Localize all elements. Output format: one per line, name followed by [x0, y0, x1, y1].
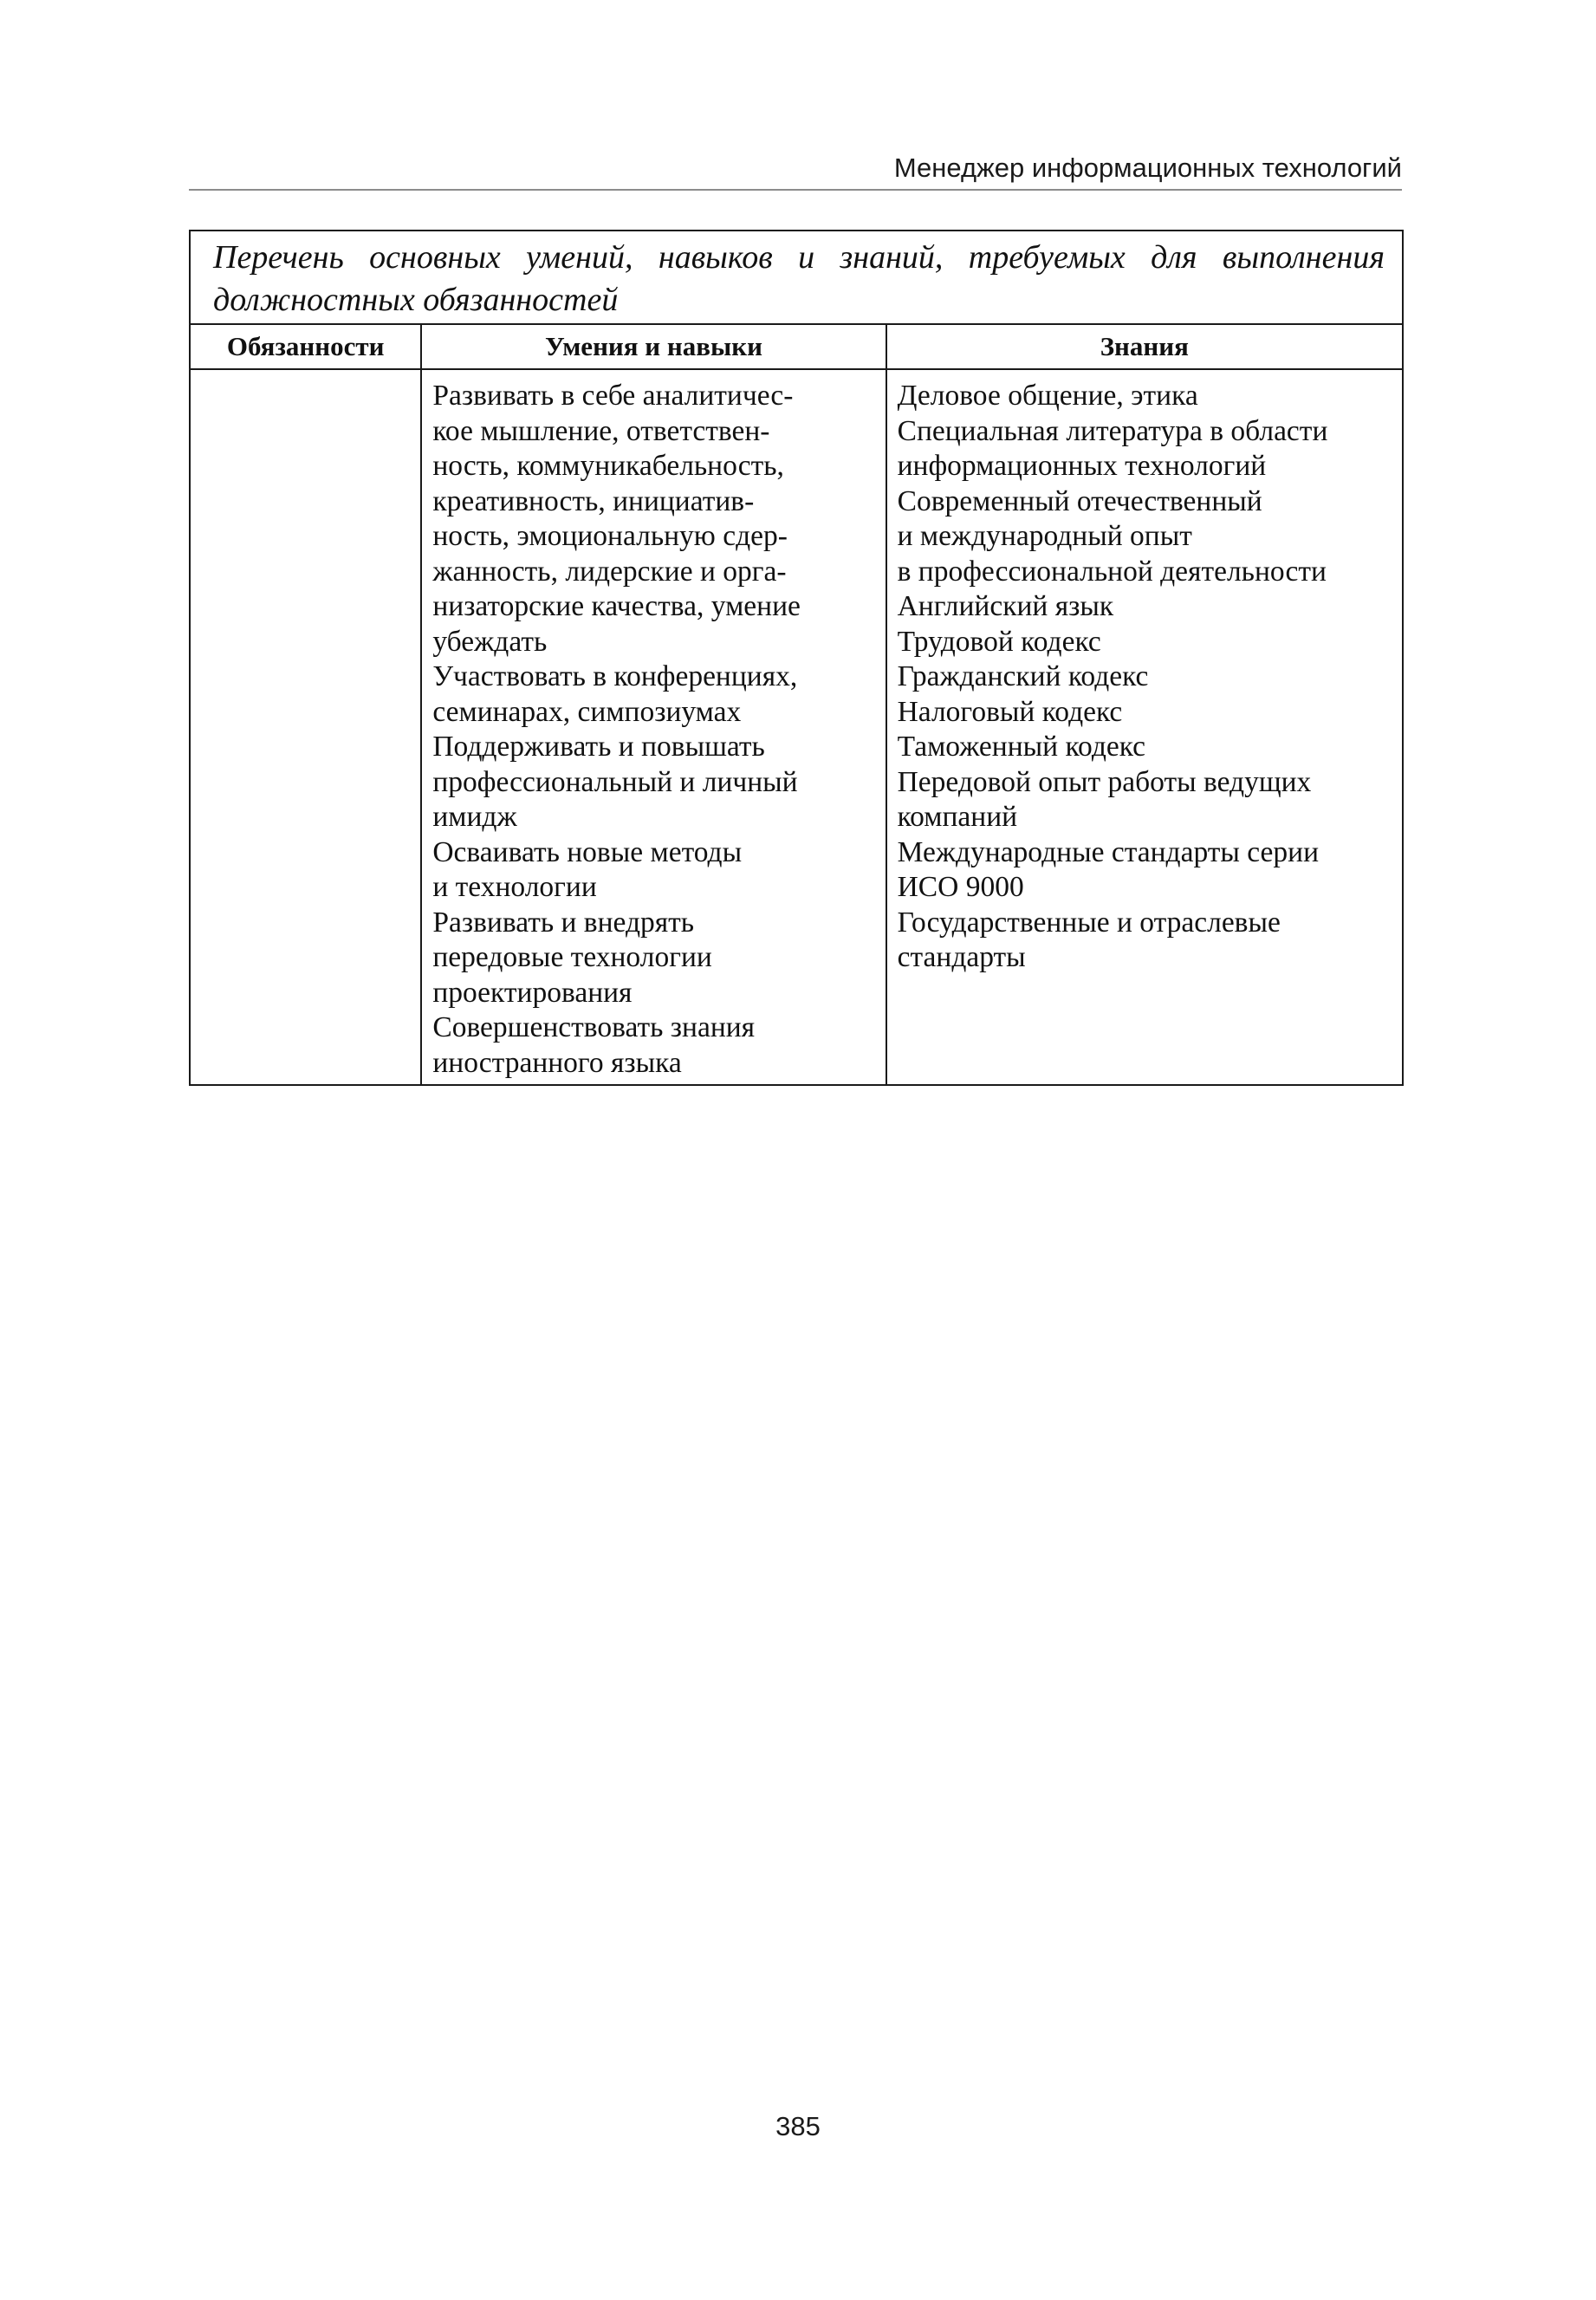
column-header-skills: Умения и навыки — [421, 324, 886, 369]
cell-text-line: Передовой опыт работы ведущих — [897, 765, 1312, 798]
column-header-duties: Обязанности — [190, 324, 421, 369]
cell-text-line: передовые технологии — [432, 941, 712, 973]
cell-text-line: профессиональный и личный — [432, 765, 798, 798]
cell-text-line: Специальная литература в области — [897, 414, 1328, 447]
cell-text-line: Развивать в себе аналитичес- — [432, 380, 794, 412]
cell-text-line: кое мышление, ответствен- — [432, 414, 770, 447]
cell-text-line: ИСО 9000 — [897, 871, 1024, 903]
cell-text-line: в профессиональной деятельности — [897, 555, 1327, 588]
table-row — [190, 369, 1403, 1085]
cell-text-line: Деловое общение, этика — [897, 380, 1198, 412]
cell-text-line: Совершенствовать знания — [432, 1011, 756, 1043]
cell-text-line: стандарты — [897, 941, 1026, 973]
cell-text-line: Поддерживать и повышать — [432, 731, 765, 763]
table-caption-row — [190, 231, 1403, 324]
table-header-row — [190, 324, 1403, 369]
cell-text-line: Развивать и внедрять — [432, 906, 695, 939]
cell-text-line: информационных технологий — [897, 450, 1267, 482]
cell-text-line: Участвовать в конференциях, — [432, 660, 798, 692]
cell-text-line: и технологии — [432, 871, 597, 903]
cell-text-line: убеждать — [432, 625, 548, 658]
cell-text-line: Таможенный кодекс — [897, 731, 1146, 763]
knowledge-cell — [886, 369, 1403, 1085]
cell-text-line: ность, коммуникабельность, — [432, 450, 784, 482]
running-header: Менеджер информационных технологий — [893, 153, 1402, 183]
header-divider — [189, 189, 1402, 191]
cell-text-line: Международные стандарты серии — [897, 835, 1320, 868]
table-caption: Перечень основных умений, навыков и знаний, требуемых для выполнения должностных обязанностей — [190, 231, 1403, 324]
cell-text-line: имидж — [432, 801, 517, 833]
cell-text-line: и международный опыт — [897, 520, 1192, 552]
column-header-knowledge: Знания — [886, 324, 1403, 369]
cell-text-line: семинарах, симпозиумах — [432, 695, 742, 728]
skills-cell — [421, 369, 886, 1085]
cell-text-line: Государственные и отраслевые — [897, 906, 1281, 939]
cell-text-line: Английский язык — [897, 590, 1114, 622]
cell-text-line: низаторские качества, умение — [432, 590, 801, 622]
cell-text-line: компаний — [897, 801, 1018, 833]
page-number: 385 — [775, 2111, 821, 2141]
cell-text-line: жанность, лидерские и орга- — [432, 555, 787, 588]
cell-text-line: Современный отечественный — [897, 484, 1262, 517]
cell-text-line: проектирования — [432, 976, 633, 1009]
cell-text-line: Налоговый кодекс — [897, 695, 1123, 728]
cell-text-line: Гражданский кодекс — [897, 660, 1149, 692]
duties-cell — [190, 369, 421, 1085]
cell-text-line: ность, эмоциональную сдер- — [432, 520, 788, 552]
cell-text-line: Осваивать новые методы — [432, 835, 743, 868]
requirements-table — [189, 230, 1404, 1086]
cell-text-line: Трудовой кодекс — [897, 625, 1101, 658]
cell-text-line: иностранного языка — [432, 1046, 682, 1079]
cell-text-line: креативность, инициатив- — [432, 484, 755, 517]
